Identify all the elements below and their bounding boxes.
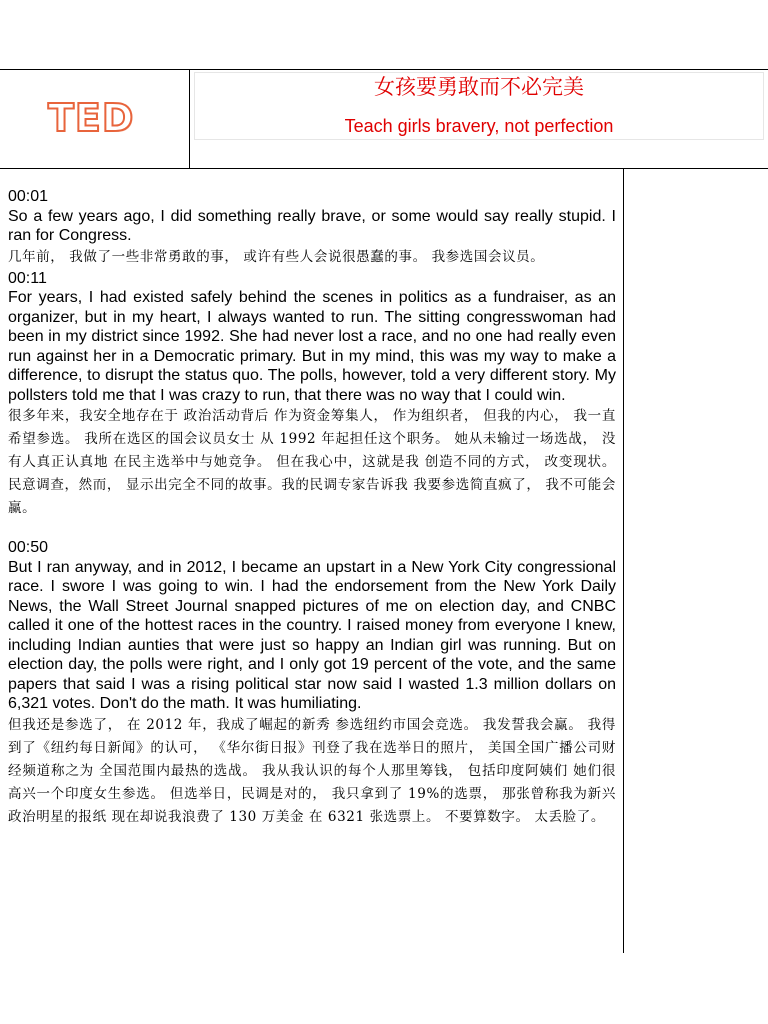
transcript-segment <box>8 538 616 829</box>
transcript-segment <box>8 187 616 269</box>
timestamp: 00:11 <box>8 269 47 287</box>
chinese-text: 几年前， 我做了一些非常勇敢的事， 或许有些人会说很愚蠢的事。 我参选国会议员。 <box>8 248 545 265</box>
title-english: Teach girls bravery, not perfection <box>344 116 614 136</box>
transcript <box>8 187 616 829</box>
timestamp: 00:01 <box>8 188 49 205</box>
ted-logo: TED <box>48 96 135 140</box>
spacer <box>8 520 616 538</box>
english-text: But I ran anyway, and in 2012, I became an upstart in a New York City congressional race. I swore I was going to win. I had the endorsement from the New York Daily News, the Wall Street Journal snapped pictures of me on election day, and CNBC called it one of the hottest races in the country. I raised money from everyone I knew, including Indian aunties that were just so happy an Indian girl was running. But on election day, the polls were right, and I only got 19 percent of the vote, and the same papers that said I was a rising political star now said I wasted 1.3 million dollars on 6,321 votes. Don't do the math. It was humiliating. <box>8 558 616 712</box>
chinese-text: 但我还是参选了， 在 2012 年，我成了崛起的新秀 参选纽约市国会竞选。 我发誓我会赢。 我得到了《纽约每日新闻》的认可， 《华尔街日报》刊登了我在选举日的照片， 美国全国广播公司财经频道称之为 全国范围内最热的选战。 我从我认识的每个人那里筹钱， 包括印度阿姨们 她们很高兴一个印度女生参选。 但选举日，民调是对的， 我只拿到了 19%的选票， 那张曾称我为新兴政治明星的报纸 现在却说我浪费了 130 万美金 在 6321 张选票上。 不要算数字。 太丢脸了。 <box>8 716 616 825</box>
chinese-text: 很多年来，我安全地存在于 政治活动背后 作为资金筹集人， 作为组织者， 但我的内心， 我一直希望参选。 我所在选区的国会议员女士 从 1992 年起担任这个职务。 她从未输过一场选战， 没有人真正认真地 在民主选举中与她竞争。 但在我心中，这就是我 创造不同的方式， 改变现状。 民意调查，然而， 显示出完全不同的故事。我的民调专家告诉我 我要参选简直疯了， 我不可能会赢。 <box>8 408 616 516</box>
transcript-segment <box>8 269 616 521</box>
header-divider <box>189 69 190 168</box>
header-bottom-rule <box>0 168 768 169</box>
english-text: So a few years ago, I did something really brave, or some would say really stupid. I ran for Congress. <box>8 207 616 244</box>
title-chinese: 女孩要勇敢而不必完美 <box>374 75 584 99</box>
content-right-rule <box>623 168 624 953</box>
english-text: For years, I had existed safely behind the scenes in politics as a fundraiser, as an organizer, but in my heart, I always wanted to run. The sitting congresswoman had been in my district since 1992. She had never lost a race, and no one had really even run against her in a Democratic primary. But in my mind, this was my way to make a difference, to disrupt the status quo. The polls, however, told a very different story. My pollsters told me that I was crazy to run, that there was no way that I could win. <box>8 289 616 404</box>
timestamp: 00:50 <box>8 539 49 556</box>
header-top-rule <box>0 69 768 70</box>
